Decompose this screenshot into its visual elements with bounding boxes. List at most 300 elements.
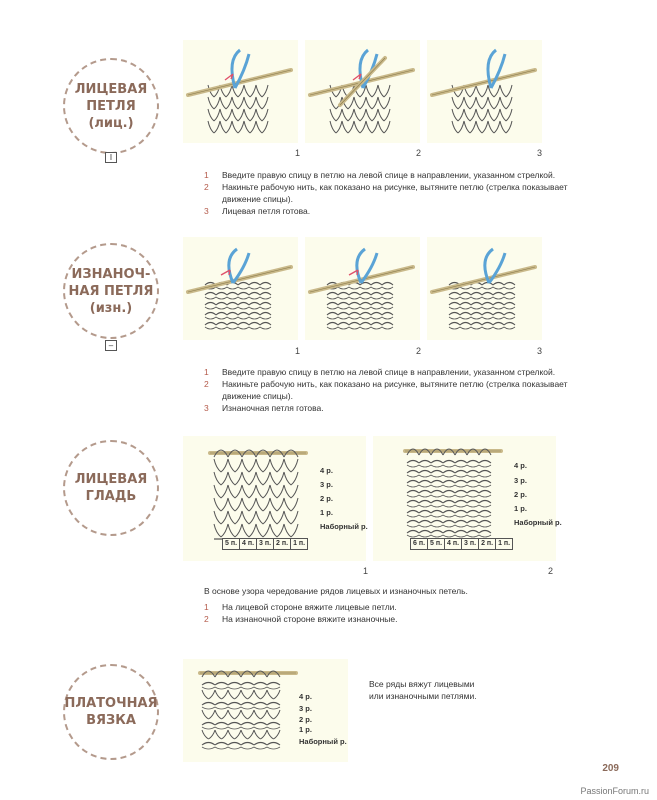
purl-bump [260, 313, 271, 316]
purl-bump-lower [327, 327, 338, 329]
knit-v-stitch [284, 459, 298, 472]
purl-bump-lower [449, 297, 460, 299]
purl-bump-lower [419, 515, 431, 517]
row-label: 1 р. [514, 504, 527, 513]
purl-bump-lower [467, 515, 479, 517]
purl-bump [371, 323, 382, 326]
row-label: 3 р. [514, 476, 527, 485]
purl-bump [249, 303, 260, 306]
purl-bump [227, 313, 238, 316]
knit-v-stitch [244, 109, 256, 121]
purl-bump-lower [327, 307, 338, 309]
purl-bump [241, 743, 254, 746]
purl-bump-lower [228, 727, 241, 729]
purl-bump [260, 293, 271, 296]
knit-v-stitch [256, 97, 268, 109]
purl-bump [254, 683, 267, 686]
purl-bump-lower [504, 297, 515, 299]
purl-bump-lower [215, 687, 228, 689]
badge-knit-stitch-text: ЛИЦЕВАЯ ПЕТЛЯ (лиц.) [74, 81, 148, 131]
purl-bump [407, 471, 419, 474]
purl-bump [460, 323, 471, 326]
purl-bump [443, 521, 455, 524]
purl-bump-lower [216, 307, 227, 309]
purl-bump-lower [471, 307, 482, 309]
purl-bump [467, 501, 479, 504]
purl-bump-lower [371, 317, 382, 319]
purl-bump-lower [360, 297, 371, 299]
purl-bump-lower [205, 297, 216, 299]
knit-v-stitch [284, 498, 298, 511]
purl-bump-lower [504, 307, 515, 309]
purl-bump-lower [238, 327, 249, 329]
purl-bump [493, 313, 504, 316]
purl-bump-lower [228, 707, 241, 709]
purl-bump [443, 531, 455, 534]
purl-bump [443, 491, 455, 494]
purl-bump [267, 723, 280, 726]
purl-bump [227, 293, 238, 296]
knit-v-stitch [256, 472, 270, 485]
knit-symbol-icon: I [105, 152, 117, 163]
purl-bump [443, 511, 455, 514]
row-label: 2 р. [299, 715, 312, 724]
purl-bump [238, 303, 249, 306]
purl-bump [407, 531, 419, 534]
purl-bump [327, 303, 338, 306]
purl-bump [260, 303, 271, 306]
purl-bump-lower [467, 475, 479, 477]
knit-v-stitch [284, 485, 298, 498]
purl-bump [431, 481, 443, 484]
purl-bump [382, 313, 393, 316]
purl-bump [371, 293, 382, 296]
purl-bump-lower [419, 495, 431, 497]
knit-v-stitch [214, 511, 228, 524]
purl-bump [449, 313, 460, 316]
purl-bump-lower [443, 505, 455, 507]
knit-v-stitch [208, 121, 220, 133]
knit-v-stitch [256, 109, 268, 121]
purl-step-number: 1 [295, 346, 301, 356]
knit-v-stitch [488, 121, 500, 133]
knit-v-stitch [366, 97, 378, 109]
purl-bump [249, 293, 260, 296]
purl-bump [482, 313, 493, 316]
purl-bump [479, 501, 491, 504]
knit-v-stitch [220, 109, 232, 121]
badge-stockinette [63, 440, 159, 536]
knit-v-stitch [232, 109, 244, 121]
stitch-count-row [222, 538, 307, 550]
purl-bump-lower [471, 317, 482, 319]
knit-v-stitch [270, 459, 284, 472]
knit-v-stitch [284, 511, 298, 524]
purl-bump [338, 323, 349, 326]
purl-bump [254, 703, 267, 706]
purl-bump [449, 293, 460, 296]
purl-bump [419, 481, 431, 484]
stitch-count-cell: 4 п. [239, 538, 257, 550]
purl-bump [431, 521, 443, 524]
purl-bump-lower [455, 535, 467, 537]
purl-bump-lower [443, 525, 455, 527]
badge-stockinette-text: ЛИЦЕВАЯ ГЛАДЬ [74, 472, 148, 504]
badge-knit-stitch [63, 58, 159, 154]
purl-bump [267, 743, 280, 746]
list-item: 2 Накиньте рабочую нить, как показано на рисунке, вытяните петлю (стрелка показывает движение спицы). [204, 379, 568, 401]
knit-v-stitch [256, 524, 270, 537]
knit-step-number: 2 [416, 148, 422, 158]
purl-bump [260, 323, 271, 326]
knit-v-stitch [228, 511, 242, 524]
purl-bump-lower [493, 327, 504, 329]
knit-v-stitch [254, 730, 267, 739]
row-label: Наборный р. [299, 737, 347, 746]
purl-bump [249, 283, 260, 286]
watermark: PassionForum.ru [580, 786, 649, 796]
stitch-count-cell: 1 п. [495, 538, 513, 550]
purl-bump-lower [241, 707, 254, 709]
purl-bump-lower [407, 495, 419, 497]
purl-bump [216, 303, 227, 306]
purl-bump-lower [371, 287, 382, 289]
purl-bump [371, 283, 382, 286]
purl-bump [493, 283, 504, 286]
knit-v-stitch [242, 511, 256, 524]
knit-v-stitch [244, 121, 256, 133]
knit-v-stitch [228, 472, 242, 485]
knit-v-stitch [244, 85, 256, 97]
purl-bump-lower [260, 297, 271, 299]
purl-bump [443, 471, 455, 474]
purl-bump-lower [471, 297, 482, 299]
purl-bump-lower [267, 687, 280, 689]
purl-bump-lower [419, 475, 431, 477]
knit-v-stitch [208, 109, 220, 121]
purl-bump [228, 723, 241, 726]
purl-bump [419, 491, 431, 494]
purl-bump [479, 491, 491, 494]
purl-bump [407, 481, 419, 484]
purl-bump-lower [460, 287, 471, 289]
purl-bump [479, 531, 491, 534]
knit-v-stitch [228, 485, 242, 498]
row-label: 4 р. [514, 461, 527, 470]
stitch-count-cell: 5 п. [222, 538, 240, 550]
purl-bump-lower [227, 287, 238, 289]
purl-bump [482, 323, 493, 326]
needle-outline [432, 70, 535, 95]
garter-swatch [198, 663, 298, 758]
purl-bump-lower [267, 747, 280, 749]
purl-bump-lower [360, 317, 371, 319]
row-label: 1 р. [299, 725, 312, 734]
purl-bump-lower [479, 465, 491, 467]
list-item: 2 На изнаночной стороне вяжите изнаночные. [204, 614, 398, 624]
knit-v-stitch [452, 97, 464, 109]
purl-bump-lower [216, 327, 227, 329]
purl-bump-lower [407, 515, 419, 517]
purl-bump-lower [249, 317, 260, 319]
purl-bump [407, 511, 419, 514]
knit-v-stitch [228, 498, 242, 511]
purl-bump-lower [479, 525, 491, 527]
purl-bump-lower [254, 727, 267, 729]
stitch-count-cell: 3 п. [256, 538, 274, 550]
purl-bump [228, 743, 241, 746]
purl-bump-lower [382, 317, 393, 319]
purl-bump [471, 313, 482, 316]
knit-v-stitch [232, 97, 244, 109]
knit-v-stitch [284, 472, 298, 485]
purl-bump-lower [338, 297, 349, 299]
purl-bump-lower [202, 727, 215, 729]
garter-figure [183, 659, 348, 762]
purl-bump [215, 703, 228, 706]
knit-v-stitch [476, 85, 488, 97]
purl-bump [431, 511, 443, 514]
purl-bump-lower [215, 707, 228, 709]
purl-bump-lower [471, 287, 482, 289]
list-item: 1 На лицевой стороне вяжите лицевые петли. [204, 602, 397, 612]
knit-v-stitch [378, 109, 390, 121]
purl-bump-lower [238, 297, 249, 299]
purl-bump-lower [228, 687, 241, 689]
knit-v-stitch [256, 511, 270, 524]
purl-bump [467, 491, 479, 494]
purl-bump [493, 293, 504, 296]
purl-bump-lower [455, 465, 467, 467]
purl-bump-lower [407, 485, 419, 487]
purl-bump [382, 293, 393, 296]
purl-bump [349, 313, 360, 316]
purl-bump [431, 461, 443, 464]
yarn-loop [488, 50, 505, 88]
purl-bump-lower [382, 307, 393, 309]
knit-v-stitch [256, 121, 268, 133]
purl-bump-lower [479, 495, 491, 497]
row-label: 4 р. [299, 692, 312, 701]
row-label: 2 р. [514, 490, 527, 499]
purl-bump-lower [382, 327, 393, 329]
purl-bump-lower [228, 747, 241, 749]
purl-bump [249, 323, 260, 326]
purl-bump-lower [482, 317, 493, 319]
knit-step-number: 3 [537, 148, 543, 158]
purl-bump-lower [338, 327, 349, 329]
purl-bump [254, 743, 267, 746]
purl-bump-lower [493, 317, 504, 319]
purl-bump [238, 323, 249, 326]
purl-bump-lower [254, 687, 267, 689]
purl-bump [202, 703, 215, 706]
knit-v-stitch [342, 121, 354, 133]
knit-v-stitch [202, 730, 215, 739]
purl-bump [431, 491, 443, 494]
knit-v-stitch [220, 97, 232, 109]
purl-bump [241, 683, 254, 686]
knit-v-stitch [354, 121, 366, 133]
purl-bump-lower [407, 465, 419, 467]
purl-bump [443, 481, 455, 484]
purl-bump [479, 471, 491, 474]
knit-v-stitch [220, 121, 232, 133]
knit-v-stitch [476, 97, 488, 109]
purl-bump [460, 303, 471, 306]
purl-bump [371, 313, 382, 316]
purl-bump-lower [349, 327, 360, 329]
purl-bump [215, 683, 228, 686]
knit-v-stitch [228, 730, 241, 739]
purl-bump-lower [382, 297, 393, 299]
row-label: 3 р. [299, 704, 312, 713]
purl-bump [419, 531, 431, 534]
purl-bump [205, 313, 216, 316]
purl-bump-lower [479, 535, 491, 537]
purl-bump [467, 521, 479, 524]
stockinette-instructions [204, 601, 604, 625]
purl-bump-lower [482, 307, 493, 309]
knit-v-stitch [214, 485, 228, 498]
purl-bump-lower [482, 297, 493, 299]
knit-v-stitch [378, 97, 390, 109]
purl-bump-lower [460, 327, 471, 329]
knit-v-stitch [366, 109, 378, 121]
purl-bump [382, 283, 393, 286]
knit-v-stitch [242, 472, 256, 485]
knit-v-stitch [378, 85, 390, 97]
purl-bump [467, 511, 479, 514]
purl-bump-lower [482, 287, 493, 289]
purl-bump [267, 703, 280, 706]
purl-bump-lower [349, 297, 360, 299]
purl-bump-lower [431, 505, 443, 507]
stitch-count-row [410, 538, 512, 550]
row-label: Наборный р. [320, 522, 368, 531]
purl-bump-lower [249, 307, 260, 309]
knit-v-stitch [500, 97, 512, 109]
knit-v-stitch [228, 690, 241, 699]
knit-v-stitch [241, 730, 254, 739]
purl-bump [360, 303, 371, 306]
purl-bump-lower [467, 505, 479, 507]
purl-bump-lower [460, 317, 471, 319]
knit-v-stitch [244, 97, 256, 109]
knit-v-stitch [214, 472, 228, 485]
purl-bump-lower [479, 485, 491, 487]
stockinette-back-swatch [403, 441, 503, 551]
purl-bump-lower [241, 727, 254, 729]
purl-bump [467, 531, 479, 534]
knit-instructions [204, 169, 604, 217]
purl-bump-lower [267, 707, 280, 709]
knit-v-stitch [256, 85, 268, 97]
purl-bump-lower [467, 495, 479, 497]
purl-bump [482, 293, 493, 296]
knit-v-stitch [256, 485, 270, 498]
purl-bump-lower [205, 307, 216, 309]
purl-bump [449, 323, 460, 326]
purl-bump [238, 293, 249, 296]
purl-bump [504, 313, 515, 316]
purl-bump-lower [431, 485, 443, 487]
purl-bump [227, 303, 238, 306]
knit-v-stitch [284, 524, 298, 537]
purl-bump-lower [449, 317, 460, 319]
purl-bump-lower [455, 525, 467, 527]
badge-garter-stitch-text: ПЛАТОЧНАЯ ВЯЗКА [64, 696, 158, 728]
knit-v-stitch [500, 109, 512, 121]
purl-bump [443, 461, 455, 464]
purl-bump [482, 303, 493, 306]
purl-bump-lower [443, 475, 455, 477]
purl-bump-lower [338, 287, 349, 289]
badge-purl-stitch-text: ИЗНАНОЧ- НАЯ ПЕТЛЯ (изн.) [68, 266, 154, 316]
purl-bump-lower [338, 307, 349, 309]
knit-v-stitch [366, 121, 378, 133]
purl-bump [471, 293, 482, 296]
stitch-count-cell: 1 п. [290, 538, 308, 550]
knit-v-stitch [242, 459, 256, 472]
purl-bump-lower [260, 327, 271, 329]
purl-bump-lower [260, 307, 271, 309]
purl-bump-lower [431, 535, 443, 537]
purl-bump-lower [460, 297, 471, 299]
purl-bump [205, 323, 216, 326]
purl-bump [443, 501, 455, 504]
purl-bump-lower [460, 307, 471, 309]
purl-bump-lower [371, 307, 382, 309]
knit-v-stitch [270, 472, 284, 485]
purl-bump [349, 323, 360, 326]
purl-bump [215, 723, 228, 726]
purl-bump-lower [216, 287, 227, 289]
purl-bump-lower [419, 485, 431, 487]
purl-bump [419, 511, 431, 514]
purl-bump-lower [482, 327, 493, 329]
knit-v-stitch [500, 85, 512, 97]
knit-v-stitch [270, 524, 284, 537]
purl-bump-lower [382, 287, 393, 289]
purl-bump [471, 303, 482, 306]
purl-bump-lower [238, 287, 249, 289]
stitch-count-cell: 2 п. [273, 538, 291, 550]
knit-v-stitch [366, 85, 378, 97]
knit-v-stitch [228, 524, 242, 537]
purl-bump-lower [443, 535, 455, 537]
knit-v-stitch [241, 690, 254, 699]
purl-bump [479, 511, 491, 514]
purl-bump [467, 481, 479, 484]
purl-bump-lower [327, 317, 338, 319]
purl-bump [241, 703, 254, 706]
purl-bump-lower [407, 525, 419, 527]
purl-bump-lower [479, 515, 491, 517]
purl-bump [202, 743, 215, 746]
purl-bump-lower [493, 297, 504, 299]
purl-bump [205, 303, 216, 306]
list-item: 3 Лицевая петля готова. [204, 206, 311, 216]
purl-bump [504, 293, 515, 296]
purl-bump-lower [443, 465, 455, 467]
purl-bump-lower [455, 505, 467, 507]
purl-bump [202, 723, 215, 726]
knit-step-1-figure [183, 40, 298, 143]
purl-bump-lower [216, 297, 227, 299]
knit-v-stitch [464, 121, 476, 133]
purl-bump-lower [205, 317, 216, 319]
